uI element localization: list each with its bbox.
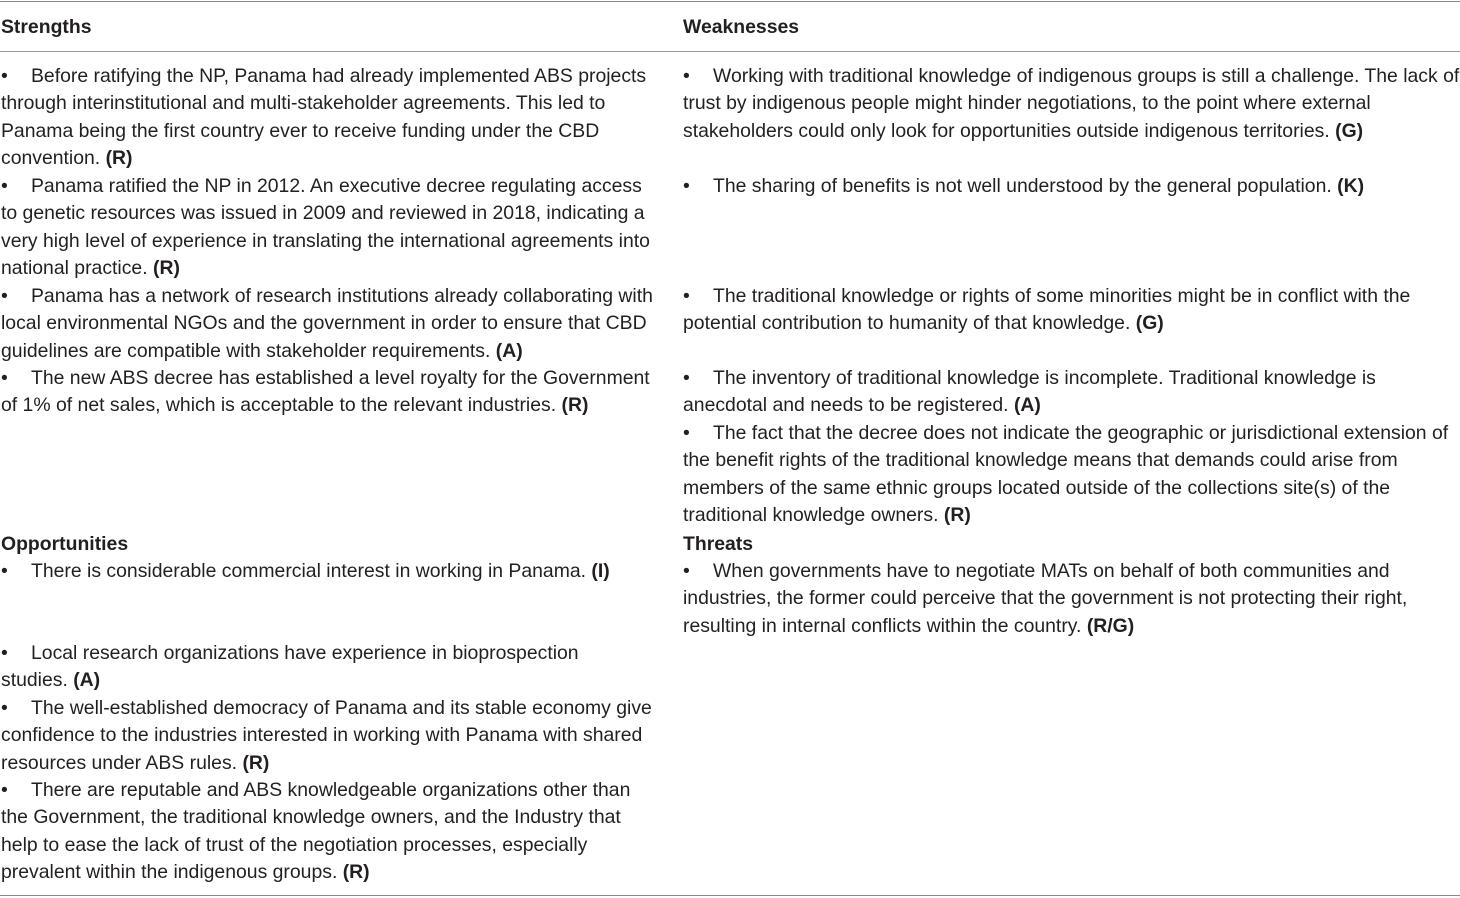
opportunity-item: • There is considerable commercial interest in working in Panama. (I) — [1, 560, 610, 582]
weakness-text: The fact that the decree does not indicate the geographic or jurisdictional extension of the benefit rights of the traditional knowledge means that demands could arise from members of the same ethnic groups located outside of the collections site(s) of the traditional knowledge owners. — [683, 422, 1449, 527]
weakness-code: (G) — [1335, 119, 1364, 142]
opportunity-text: There is considerable commercial interest in working in Panama. — [31, 560, 587, 582]
weakness-code: (R) — [943, 504, 971, 527]
opportunity-item: • The well-established democracy of Panama and its stable economy give confidence to the industries interested in working with Panama with shared resources under ABS rules. (R) — [1, 697, 652, 774]
threat-text: When governments have to negotiate MATs on behalf of both communities and industries, the former could perceive that the government is not protecting their right, resulting in internal conflicts within the country. — [683, 560, 1408, 637]
opportunity-text: Local research organizations have experience in bioprospection studies. — [1, 642, 579, 692]
opportunity-item: • There are reputable and ABS knowledgeable organizations other than the Government, the traditional knowledge owners, and the Industry that help to ease the lack of trust of the negotiation processes, especially prevalent within the indigenous groups. (R) — [1, 779, 631, 884]
strength-item: • Before ratifying the NP, Panama had already implemented ABS projects through interinstitutional and multi-stakeholder agreements. This led to Panama being the first country ever to receive funding under the CBD convention. (R) — [1, 65, 647, 170]
left-column — [1, 0, 661, 898]
strength-code: (R) — [561, 394, 589, 417]
weakness-text: The sharing of benefits is not well understood by the general population. — [713, 175, 1332, 197]
weakness-text: The inventory of traditional knowledge is incomplete. Traditional knowledge is anecdotal and needs to be registered. — [683, 367, 1376, 417]
weakness-text: The traditional knowledge or rights of some minorities might be in conflict with the potential contribution to humanity of that knowledge. — [683, 285, 1411, 335]
table-bottom-rule — [0, 895, 1460, 896]
strength-text: Before ratifying the NP, Panama had already implemented ABS projects through interinstitutional and multi-stakeholder agreements. This led to Panama being the first country ever to receive funding under the CBD convention. — [1, 65, 647, 170]
strength-item: • Panama ratified the NP in 2012. An executive decree regulating access to genetic resources was issued in 2009 and reviewed in 2018, indicating a very high level of experience in translating the international agreements into national practice. (R) — [1, 175, 650, 280]
opportunity-code: (R) — [342, 861, 370, 884]
opportunity-code: (R) — [242, 751, 270, 774]
right-column — [683, 0, 1460, 898]
opportunities-header: Opportunities — [1, 533, 129, 555]
opportunity-code: (A) — [73, 669, 101, 692]
opportunity-text: There are reputable and ABS knowledgeable organizations other than the Government, the traditional knowledge owners, and the Industry that help to ease the lack of trust of the negotiation processes, especially prevalent within the indigenous groups. — [1, 779, 631, 884]
weakness-code: (G) — [1135, 312, 1164, 335]
strength-item: • Panama has a network of research institutions already collaborating with local environmental NGOs and the government in order to ensure that CBD guidelines are compatible with stakeholder requirements. (A) — [1, 285, 653, 362]
threat-item: • When governments have to negotiate MATs on behalf of both communities and industries, the former could perceive that the government is not protecting their right, resulting in internal conflicts within the country. (R/G) — [683, 560, 1408, 637]
strength-text: The new ABS decree has established a level royalty for the Government of 1% of net sales, which is acceptable to the relevant industries. — [1, 367, 650, 417]
weakness-text: Working with traditional knowledge of indigenous groups is still a challenge. The lack of trust by indigenous people might hinder negotiations, to the point where external stakeholders could only look for opportunities outside indigenous territories. — [683, 65, 1460, 142]
weaknesses-header: Weaknesses — [683, 16, 800, 38]
strength-item: • The new ABS decree has established a level royalty for the Government of 1% of net sales, which is acceptable to the relevant industries. (R) — [1, 367, 650, 417]
strengths-header: Strengths — [1, 16, 92, 38]
strength-code: (R) — [105, 147, 133, 170]
threat-code: (R/G) — [1086, 614, 1135, 637]
strength-text: Panama has a network of research institutions already collaborating with local environmental NGOs and the government in order to ensure that CBD guidelines are compatible with stakeholder requirements. — [1, 285, 653, 362]
strength-code: (A) — [495, 339, 523, 362]
weakness-item: • The sharing of benefits is not well understood by the general population. (K) — [683, 175, 1365, 197]
strength-code: (R) — [153, 257, 180, 280]
weakness-code: (K) — [1337, 175, 1365, 197]
weakness-item: • The traditional knowledge or rights of some minorities might be in conflict with the potential contribution to humanity of that knowledge. (G) — [683, 285, 1411, 335]
strength-text: Panama ratified the NP in 2012. An executive decree regulating access to genetic resources was issued in 2009 and reviewed in 2018, indicating a very high level of experience in translating the international agreements into national practice. — [1, 175, 650, 280]
weakness-item: • Working with traditional knowledge of indigenous groups is still a challenge. The lack of trust by indigenous people might hinder negotiations, to the point where external stakeholders could only look for opportunities outside indigenous territories. (G) — [683, 65, 1460, 142]
opportunity-text: The well-established democracy of Panama and its stable economy give confidence to the industries interested in working with Panama with shared resources under ABS rules. — [1, 697, 652, 774]
opportunity-code: (I) — [591, 560, 610, 582]
threats-header: Threats — [683, 533, 754, 555]
weakness-item: • The inventory of traditional knowledge is incomplete. Traditional knowledge is anecdotal and needs to be registered. (A) — [683, 367, 1376, 417]
opportunity-item: • Local research organizations have experience in bioprospection studies. (A) — [1, 642, 579, 692]
weakness-code: (A) — [1013, 394, 1041, 417]
weakness-item: • The fact that the decree does not indicate the geographic or jurisdictional extension of the benefit rights of the traditional knowledge means that demands could arise from members of the same ethnic groups located outside of the collections site(s) of the traditional knowledge owners. (R) — [683, 422, 1449, 527]
